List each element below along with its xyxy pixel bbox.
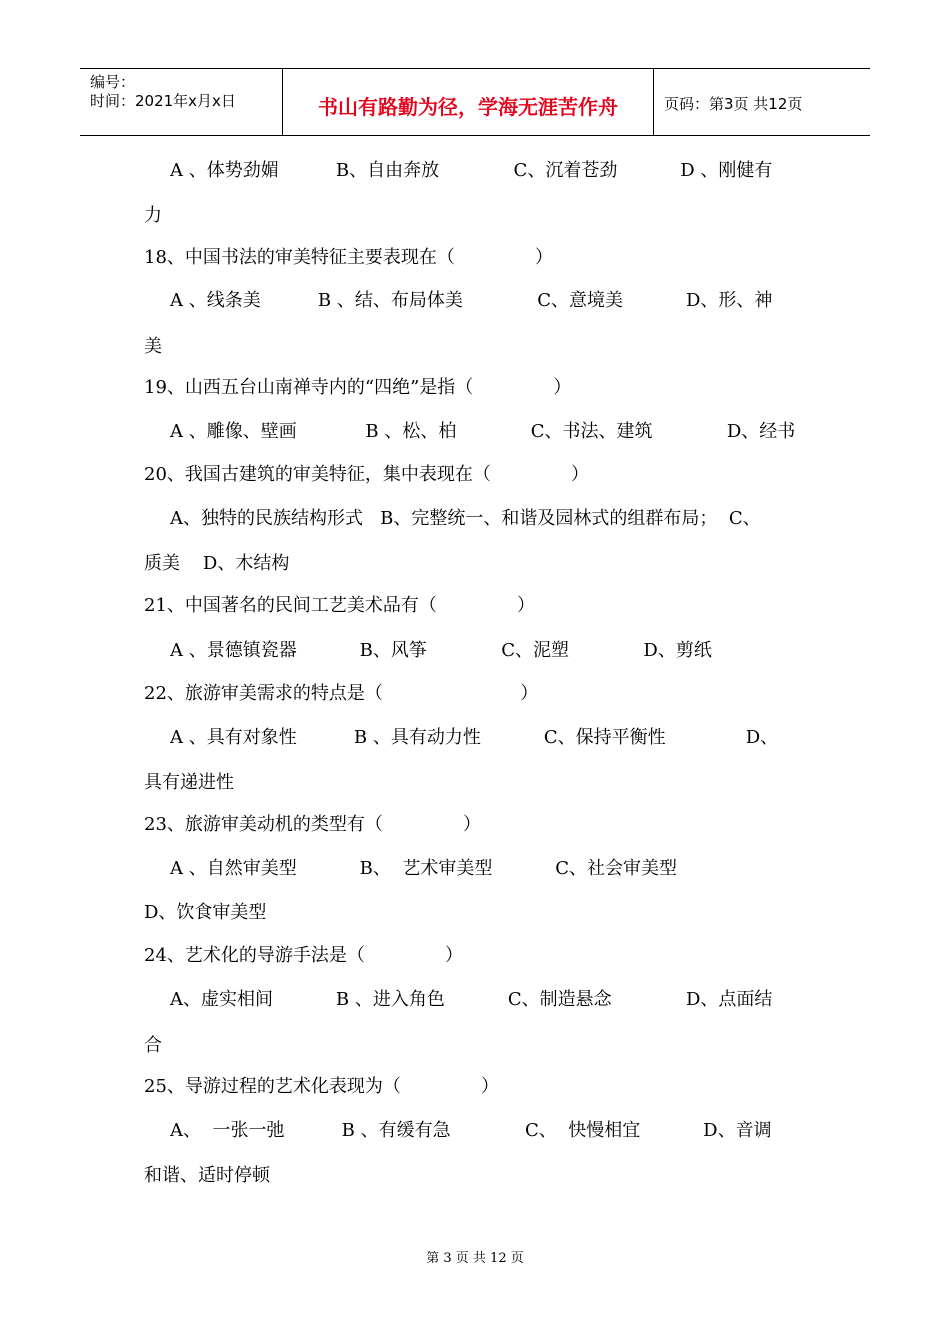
question-line: 18、中国书法的审美特征主要表现在（ ） bbox=[144, 247, 554, 268]
continuation-line: 具有递进性 bbox=[144, 772, 234, 793]
option-line: A 、体势劲媚 B、自由奔放 C、沉着苍劲 D 、刚健有 bbox=[170, 160, 773, 181]
option-line: A、独特的民族结构形式 B、完整统一、和谐及园林式的组群布局； C、 bbox=[170, 508, 761, 529]
header-right-cell bbox=[654, 69, 870, 135]
question-line: 25、导游过程的艺术化表现为（ ） bbox=[144, 1076, 500, 1097]
continuation-line: D、饮食审美型 bbox=[144, 902, 267, 923]
question-line: 19、山西五台山南禅寺内的“四绝”是指（ ） bbox=[144, 377, 572, 398]
page-footer: 第 3 页 共 12 页 bbox=[426, 1251, 524, 1266]
question-line: 22、旅游审美需求的特点是（ ） bbox=[144, 683, 539, 704]
continuation-line: 美 bbox=[144, 336, 162, 357]
question-line: 24、艺术化的导游手法是（ ） bbox=[144, 945, 464, 966]
continuation-line: 力 bbox=[144, 205, 162, 226]
header-motto: 书山有路勤为径，学海无涯苦作舟 bbox=[318, 95, 618, 119]
option-line: A 、景德镇瓷器 B、风筝 C、泥塑 D、剪纸 bbox=[170, 640, 712, 661]
option-line: A、虚实相间 B 、进入角色 C、制造悬念 D、点面结 bbox=[170, 989, 773, 1010]
continuation-line: 质美 D、木结构 bbox=[144, 553, 290, 574]
header-left-cell bbox=[80, 69, 282, 135]
option-line: A、 一张一弛 B 、有缓有急 C、 快慢相宜 D、音调 bbox=[170, 1120, 772, 1141]
document-time-label: 时间：2021年x月x日 bbox=[90, 92, 236, 110]
option-line: A 、雕像、壁画 B 、松、柏 C、书法、建筑 D、经书 bbox=[170, 421, 796, 442]
continuation-line: 合 bbox=[144, 1035, 162, 1056]
question-line: 23、旅游审美动机的类型有（ ） bbox=[144, 814, 482, 835]
header-middle-cell bbox=[282, 69, 654, 135]
question-line: 21、中国著名的民间工艺美术品有（ ） bbox=[144, 595, 536, 616]
continuation-line: 和谐、适时停顿 bbox=[144, 1165, 270, 1186]
page-number-label: 页码：第3页 共12页 bbox=[664, 95, 803, 113]
question-line: 20、我国古建筑的审美特征，集中表现在（ ） bbox=[144, 464, 590, 485]
page-header bbox=[80, 68, 870, 136]
option-line: A 、线条美 B 、结、布局体美 C、意境美 D、形、神 bbox=[170, 290, 773, 311]
option-line: A 、自然审美型 B、 艺术审美型 C、社会审美型 bbox=[170, 858, 678, 879]
option-line: A 、具有对象性 B 、具有动力性 C、保持平衡性 D、 bbox=[170, 727, 779, 748]
document-number-label: 编号： bbox=[90, 73, 136, 91]
